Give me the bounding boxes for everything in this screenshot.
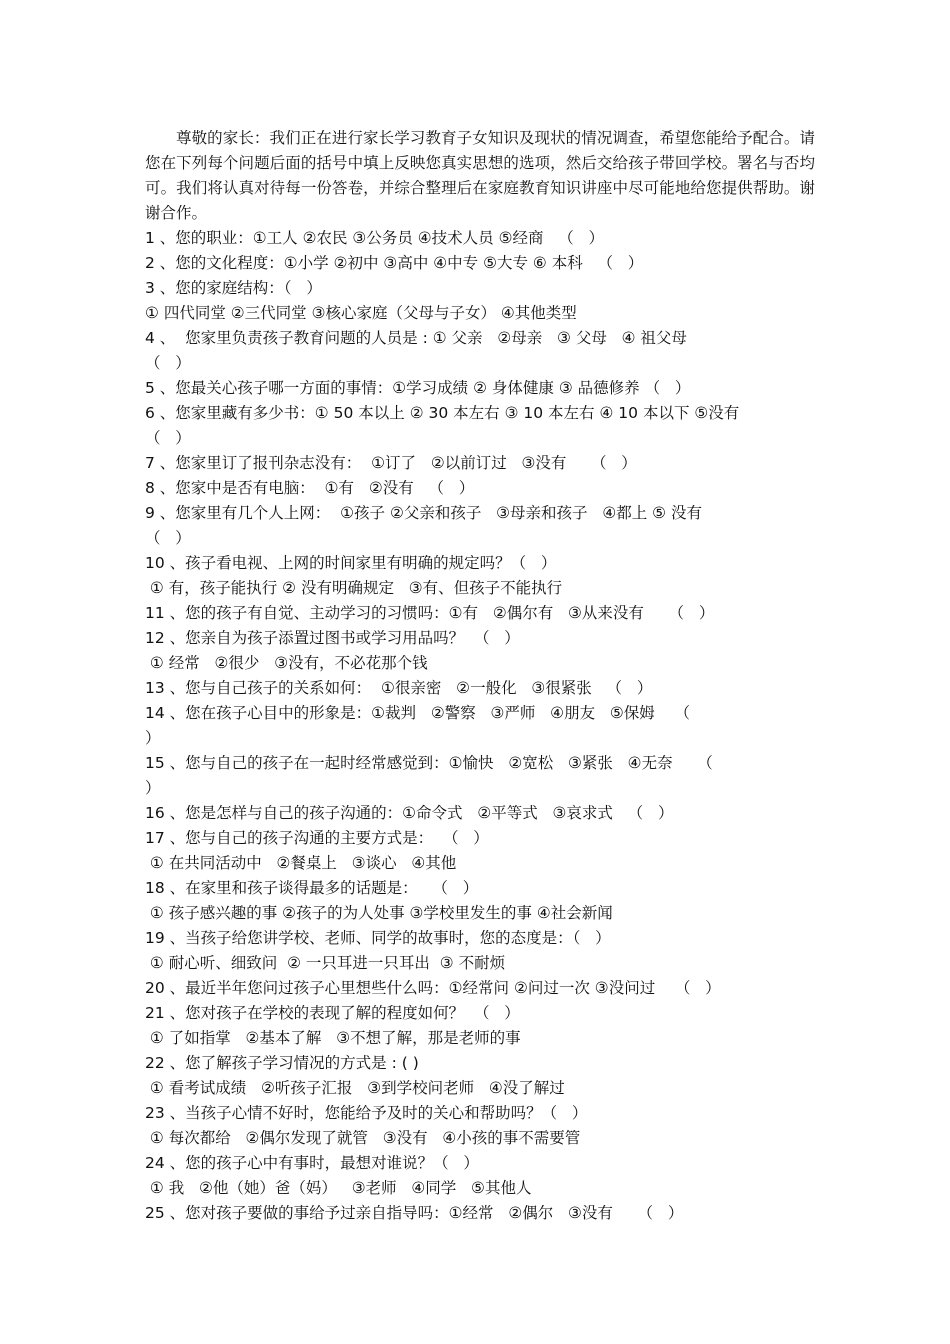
survey-line: 7 、您家里订了报刊杂志没有： ①订了 ②以前订过 ③没有 （ ） [145,454,637,472]
survey-line: 13 、您与自己孩子的关系如何： ①很亲密 ②一般化 ③很紧张 （ ） [145,679,653,697]
survey-line: ） [145,729,161,747]
survey-line: ① 经常 ②很少 ③没有，不必花那个钱 [145,654,428,672]
survey-line: ① 每次都给 ②偶尔发现了就管 ③没有 ④小孩的事不需要管 [145,1129,581,1147]
survey-line: （ ） [145,429,191,447]
survey-line: 12 、您亲自为孩子添置过图书或学习用品吗？ （ ） [145,629,520,647]
survey-line: 4 、 您家里负责孩子教育问题的人员是 : ① 父亲 ②母亲 ③ 父母 ④ 祖父母 [145,329,687,347]
survey-line: ① 了如指掌 ②基本了解 ③不想了解，那是老师的事 [145,1029,521,1047]
survey-line: 6 、您家里藏有多少书：① 50 本以上 ② 30 本左右 ③ 10 本左右 ④ 10 本以下 ⑤没有 [145,404,740,422]
survey-line: 22 、您了解孩子学习情况的方式是 : ( ) [145,1054,419,1072]
survey-line: 20 、最近半年您问过孩子心里想些什么吗：①经常问 ②问过一次 ③没问过 （ ） [145,979,721,997]
survey-line: ① 看考试成绩 ②听孩子汇报 ③到学校问老师 ④没了解过 [145,1079,565,1097]
survey-line: （ ） [145,354,191,372]
survey-line: 24 、您的孩子心中有事时，最想对谁说？（ ） [145,1154,479,1172]
survey-line: 8 、您家中是否有电脑： ①有 ②没有 （ ） [145,479,475,497]
survey-line: 23 、当孩子心情不好时，您能给予及时的关心和帮助吗？（ ） [145,1104,588,1122]
survey-document [145,126,815,1226]
survey-line: 16 、您是怎样与自己的孩子沟通的：①命令式 ②平等式 ③哀求式 （ ） [145,804,674,822]
survey-line: 11 、您的孩子有自觉、主动学习的习惯吗：①有 ②偶尔有 ③从来没有 （ ） [145,604,715,622]
survey-line: 10 、孩子看电视、上网的时间家里有明确的规定吗？（ ） [145,554,557,572]
survey-line: ① 我 ②他（她）爸（妈） ③老师 ④同学 ⑤其他人 [145,1179,532,1197]
survey-line: 14 、您在孩子心目中的形象是：①裁判 ②警察 ③严师 ④朋友 ⑤保姆 （ [145,704,690,722]
survey-line: （ ） [145,529,191,547]
survey-line: 17 、您与自己的孩子沟通的主要方式是： （ ） [145,829,489,847]
survey-line: 25 、您对孩子要做的事给予过亲自指导吗：①经常 ②偶尔 ③没有 （ ） [145,1204,684,1222]
survey-line: 5 、您最关心孩子哪一方面的事情：①学习成绩 ② 身体健康 ③ 品德修养 （ ） [145,379,691,397]
survey-line: 9 、您家里有几个人上网： ①孩子 ②父亲和孩子 ③母亲和孩子 ④都上 ⑤ 没有 [145,504,702,522]
survey-line: ） [145,779,161,797]
survey-line: ① 有，孩子能执行 ② 没有明确规定 ③有、但孩子不能执行 [145,579,563,597]
survey-line: ① 耐心听、细致问 ② 一只耳进一只耳出 ③ 不耐烦 [145,954,506,972]
survey-line: 2 、您的文化程度：①小学 ②初中 ③高中 ④中专 ⑤大专 ⑥ 本科 （ ） [145,254,644,272]
survey-line: 19 、当孩子给您讲学校、老师、同学的故事时，您的态度是：（ ） [145,929,611,947]
survey-line: 1 、您的职业：①工人 ②农民 ③公务员 ④技术人员 ⑤经商 （ ） [145,229,605,247]
survey-line: 21 、您对孩子在学校的表现了解的程度如何？ （ ） [145,1004,520,1022]
survey-line: 3 、您的家庭结构：（ ） [145,279,322,297]
question-list [145,226,815,1226]
survey-line: ① 在共同活动中 ②餐桌上 ③谈心 ④其他 [145,854,457,872]
intro-paragraph: 尊敬的家长：我们正在进行家长学习教育子女知识及现状的情况调查，希望您能给予配合。请您在下列每个问题后面的括号中填上反映您真实思想的选项，然后交给孩子带回学校。署名与否均可。我们将认真对待每一份答卷，并综合整理后在家庭教育知识讲座中尽可能地给您提供帮助。谢谢合作。 [145,129,815,222]
survey-line: 15 、您与自己的孩子在一起时经常感觉到：①愉快 ②宽松 ③紧张 ④无奈 （ [145,754,713,772]
survey-line: ① 四代同堂 ②三代同堂 ③核心家庭（父母与子女） ④其他类型 [145,304,577,322]
survey-line: 18 、在家里和孩子谈得最多的话题是： （ ） [145,879,479,897]
survey-line: ① 孩子感兴趣的事 ②孩子的为人处事 ③学校里发生的事 ④社会新闻 [145,904,613,922]
